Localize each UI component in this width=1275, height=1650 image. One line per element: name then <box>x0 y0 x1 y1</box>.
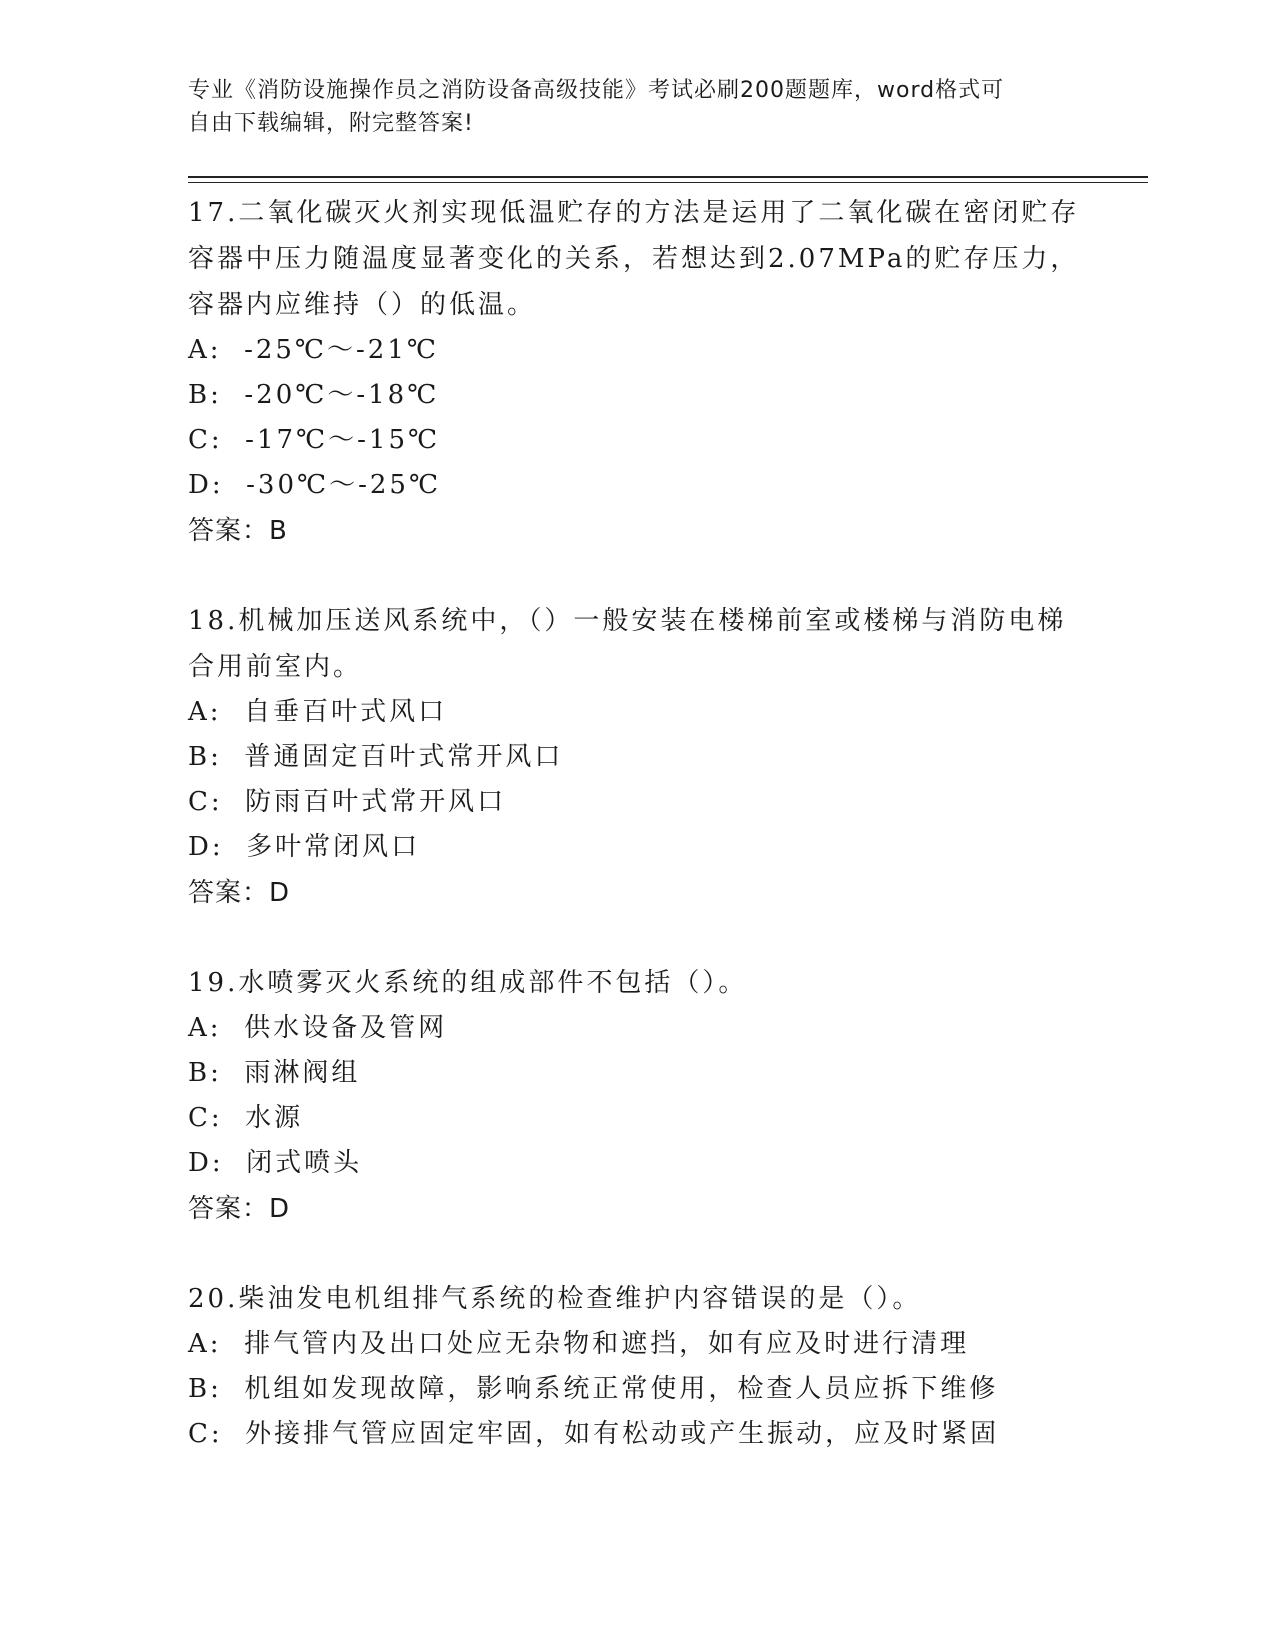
option-b: B: 普通固定百叶式常开风口 <box>188 742 564 772</box>
option-c: C: 外接排气管应固定牢固，如有松动或产生振动，应及时紧固 <box>188 1419 1000 1449</box>
option-a: A: 自垂百叶式风口 <box>188 697 448 727</box>
option-d: D: 多叶常闭风口 <box>188 832 421 862</box>
option-c: C: -17℃～-15℃ <box>188 425 441 455</box>
question-17 <box>188 190 1088 554</box>
header-line-2: 自由下载编辑，附完整答案! <box>188 111 474 136</box>
question-stem-line: 合用前室内。 <box>188 652 363 682</box>
option-b: B: 机组如发现故障，影响系统正常使用，检查人员应拆下维修 <box>188 1374 999 1404</box>
question-stem-line: 容器内应维持（）的低温。 <box>188 290 537 320</box>
header-divider-thick <box>188 176 1148 178</box>
question-18 <box>188 598 1088 916</box>
document-header <box>188 74 1088 140</box>
option-d: D: 闭式喷头 <box>188 1148 363 1178</box>
question-stem-line: 18.机械加压送风系统中，（）一般安装在楼梯前室或楼梯与消防电梯 <box>188 606 1067 636</box>
answer-line: 答案：D <box>188 1194 291 1224</box>
option-b: B: -20℃～-18℃ <box>188 380 440 410</box>
answer-line: 答案：B <box>188 516 288 546</box>
answer-line: 答案：D <box>188 878 291 908</box>
option-a: A: 供水设备及管网 <box>188 1013 448 1043</box>
option-c: C: 防雨百叶式常开风口 <box>188 787 507 817</box>
option-a: A: 排气管内及出口处应无杂物和遮挡，如有应及时进行清理 <box>188 1329 970 1359</box>
header-divider-thin <box>188 182 1148 183</box>
question-list <box>188 190 1088 1501</box>
question-stem-line: 20.柴油发电机组排气系统的检查维护内容错误的是（）。 <box>188 1284 922 1314</box>
option-d: D: -30℃～-25℃ <box>188 470 442 500</box>
question-stem-line: 17.二氧化碳灭火剂实现低温贮存的方法是运用了二氧化碳在密闭贮存 <box>188 198 1080 228</box>
question-stem-line: 19.水喷雾灭火系统的组成部件不包括（）。 <box>188 968 748 998</box>
option-a: A: -25℃～-21℃ <box>188 335 439 365</box>
option-b: B: 雨淋阀组 <box>188 1058 361 1088</box>
question-19 <box>188 960 1088 1232</box>
option-c: C: 水源 <box>188 1103 304 1133</box>
header-line-1: 专业《消防设施操作员之消防设备高级技能》考试必刷200题题库，word格式可 <box>188 78 1005 103</box>
question-stem-line: 容器中压力随温度显著变化的关系，若想达到2.07MPa的贮存压力， <box>188 244 1080 274</box>
question-20 <box>188 1276 1088 1457</box>
